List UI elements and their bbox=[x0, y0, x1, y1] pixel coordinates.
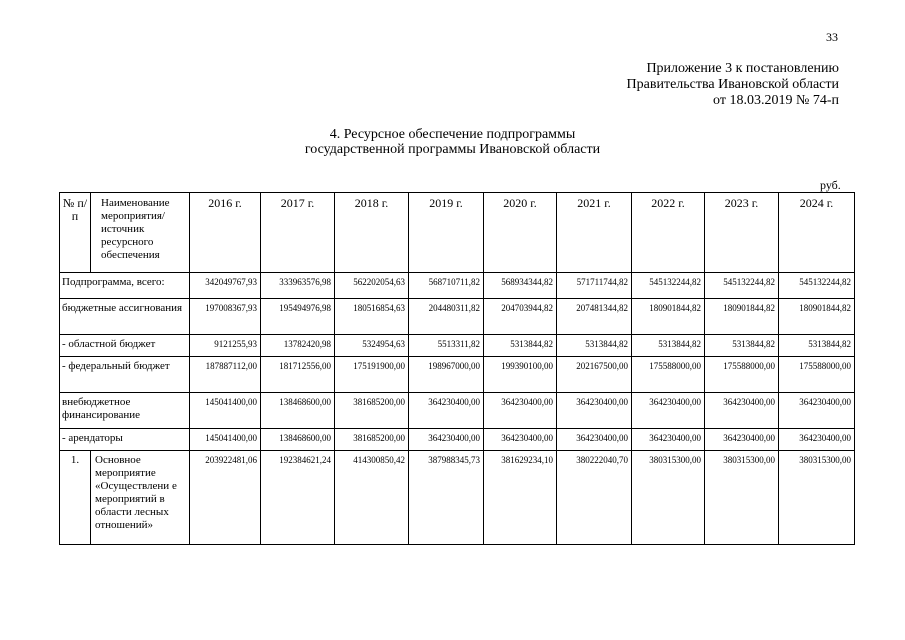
value-cell: 198967000,00 bbox=[409, 357, 484, 393]
value-cell: 545132244,82 bbox=[779, 273, 855, 299]
value-cell: 380315300,00 bbox=[779, 451, 855, 545]
value-cell: 414300850,42 bbox=[335, 451, 409, 545]
appendix-line-1: Приложение 3 к постановлению bbox=[646, 61, 839, 76]
value-cell: 204703944,82 bbox=[484, 299, 557, 335]
value-cell: 381629234,10 bbox=[484, 451, 557, 545]
value-cell: 364230400,00 bbox=[705, 429, 779, 451]
value-cell: 5513311,82 bbox=[409, 335, 484, 357]
value-cell: 138468600,00 bbox=[261, 429, 335, 451]
document-title bbox=[0, 127, 905, 157]
currency-unit: руб. bbox=[820, 178, 841, 192]
activity-name: Основное мероприятие «Осуществлени е мероприятий в области лесных отношений» bbox=[91, 451, 190, 545]
value-cell: 197008367,93 bbox=[190, 299, 261, 335]
value-cell: 192384621,24 bbox=[261, 451, 335, 545]
value-cell: 381685200,00 bbox=[335, 393, 409, 429]
value-cell: 180901844,82 bbox=[705, 299, 779, 335]
table-row bbox=[60, 429, 855, 451]
value-cell: 175588000,00 bbox=[779, 357, 855, 393]
row-label: - областной бюджет bbox=[60, 335, 190, 357]
value-cell: 13782420,98 bbox=[261, 335, 335, 357]
activity-number: 1. bbox=[60, 451, 91, 545]
value-cell: 180901844,82 bbox=[779, 299, 855, 335]
value-cell: 545132244,82 bbox=[705, 273, 779, 299]
row-label: внебюджетное финансирование bbox=[60, 393, 190, 429]
value-cell: 571711744,82 bbox=[557, 273, 632, 299]
value-cell: 180901844,82 bbox=[632, 299, 705, 335]
value-cell: 175191900,00 bbox=[335, 357, 409, 393]
value-cell: 5313844,82 bbox=[484, 335, 557, 357]
value-cell: 568934344,82 bbox=[484, 273, 557, 299]
title-line-2: государственной программы Ивановской области bbox=[304, 142, 601, 157]
row-label: Подпрограмма, всего: bbox=[60, 273, 190, 299]
header-year-4: 2019 г. bbox=[409, 193, 484, 273]
appendix-line-2: Правительства Ивановской области bbox=[626, 77, 839, 92]
value-cell: 5313844,82 bbox=[557, 335, 632, 357]
table-row bbox=[60, 335, 855, 357]
resource-table bbox=[59, 192, 855, 545]
value-cell: 175588000,00 bbox=[705, 357, 779, 393]
header-year-8: 2023 г. bbox=[705, 193, 779, 273]
row-label: бюджетные ассигнования bbox=[60, 299, 190, 335]
header-year-6: 2021 г. bbox=[557, 193, 632, 273]
value-cell: 380315300,00 bbox=[705, 451, 779, 545]
value-cell: 207481344,82 bbox=[557, 299, 632, 335]
value-cell: 138468600,00 bbox=[261, 393, 335, 429]
value-cell: 364230400,00 bbox=[705, 393, 779, 429]
value-cell: 364230400,00 bbox=[557, 393, 632, 429]
value-cell: 333963576,98 bbox=[261, 273, 335, 299]
value-cell: 5313844,82 bbox=[779, 335, 855, 357]
value-cell: 364230400,00 bbox=[484, 429, 557, 451]
header-year-7: 2022 г. bbox=[632, 193, 705, 273]
table-body bbox=[60, 193, 855, 545]
header-year-3: 2018 г. bbox=[335, 193, 409, 273]
value-cell: 364230400,00 bbox=[779, 429, 855, 451]
value-cell: 145041400,00 bbox=[190, 393, 261, 429]
header-num: № п/п bbox=[60, 193, 91, 273]
value-cell: 364230400,00 bbox=[409, 393, 484, 429]
row-label: - федеральный бюджет bbox=[60, 357, 190, 393]
value-cell: 364230400,00 bbox=[557, 429, 632, 451]
value-cell: 381685200,00 bbox=[335, 429, 409, 451]
value-cell: 364230400,00 bbox=[409, 429, 484, 451]
page-number: 33 bbox=[826, 30, 838, 44]
value-cell: 364230400,00 bbox=[779, 393, 855, 429]
table-header-row bbox=[60, 193, 855, 273]
value-cell: 364230400,00 bbox=[632, 393, 705, 429]
table-row bbox=[60, 299, 855, 335]
table-row bbox=[60, 393, 855, 429]
table-row bbox=[60, 357, 855, 393]
value-cell: 5313844,82 bbox=[705, 335, 779, 357]
value-cell: 387988345,73 bbox=[409, 451, 484, 545]
appendix-header bbox=[627, 61, 839, 109]
header-year-5: 2020 г. bbox=[484, 193, 557, 273]
value-cell: 364230400,00 bbox=[632, 429, 705, 451]
value-cell: 203922481,06 bbox=[190, 451, 261, 545]
value-cell: 562202054,63 bbox=[335, 273, 409, 299]
value-cell: 187887112,00 bbox=[190, 357, 261, 393]
value-cell: 364230400,00 bbox=[484, 393, 557, 429]
value-cell: 568710711,82 bbox=[409, 273, 484, 299]
value-cell: 380315300,00 bbox=[632, 451, 705, 545]
title-line-1: 4. Ресурсное обеспечение подпрограммы bbox=[329, 127, 576, 142]
header-year-2: 2017 г. bbox=[261, 193, 335, 273]
value-cell: 175588000,00 bbox=[632, 357, 705, 393]
value-cell: 342049767,93 bbox=[190, 273, 261, 299]
header-year-1: 2016 г. bbox=[190, 193, 261, 273]
row-label: - арендаторы bbox=[60, 429, 190, 451]
table-row bbox=[60, 273, 855, 299]
value-cell: 180516854,63 bbox=[335, 299, 409, 335]
value-cell: 204480311,82 bbox=[409, 299, 484, 335]
value-cell: 545132244,82 bbox=[632, 273, 705, 299]
header-name: Наименование мероприятия/ источник ресурсного обеспечения bbox=[91, 193, 190, 273]
activity-row bbox=[60, 451, 855, 545]
value-cell: 9121255,93 bbox=[190, 335, 261, 357]
value-cell: 181712556,00 bbox=[261, 357, 335, 393]
appendix-line-3: от 18.03.2019 № 74-п bbox=[713, 93, 839, 108]
value-cell: 202167500,00 bbox=[557, 357, 632, 393]
value-cell: 199390100,00 bbox=[484, 357, 557, 393]
header-year-9: 2024 г. bbox=[779, 193, 855, 273]
value-cell: 5324954,63 bbox=[335, 335, 409, 357]
value-cell: 145041400,00 bbox=[190, 429, 261, 451]
value-cell: 5313844,82 bbox=[632, 335, 705, 357]
value-cell: 380222040,70 bbox=[557, 451, 632, 545]
value-cell: 195494976,98 bbox=[261, 299, 335, 335]
